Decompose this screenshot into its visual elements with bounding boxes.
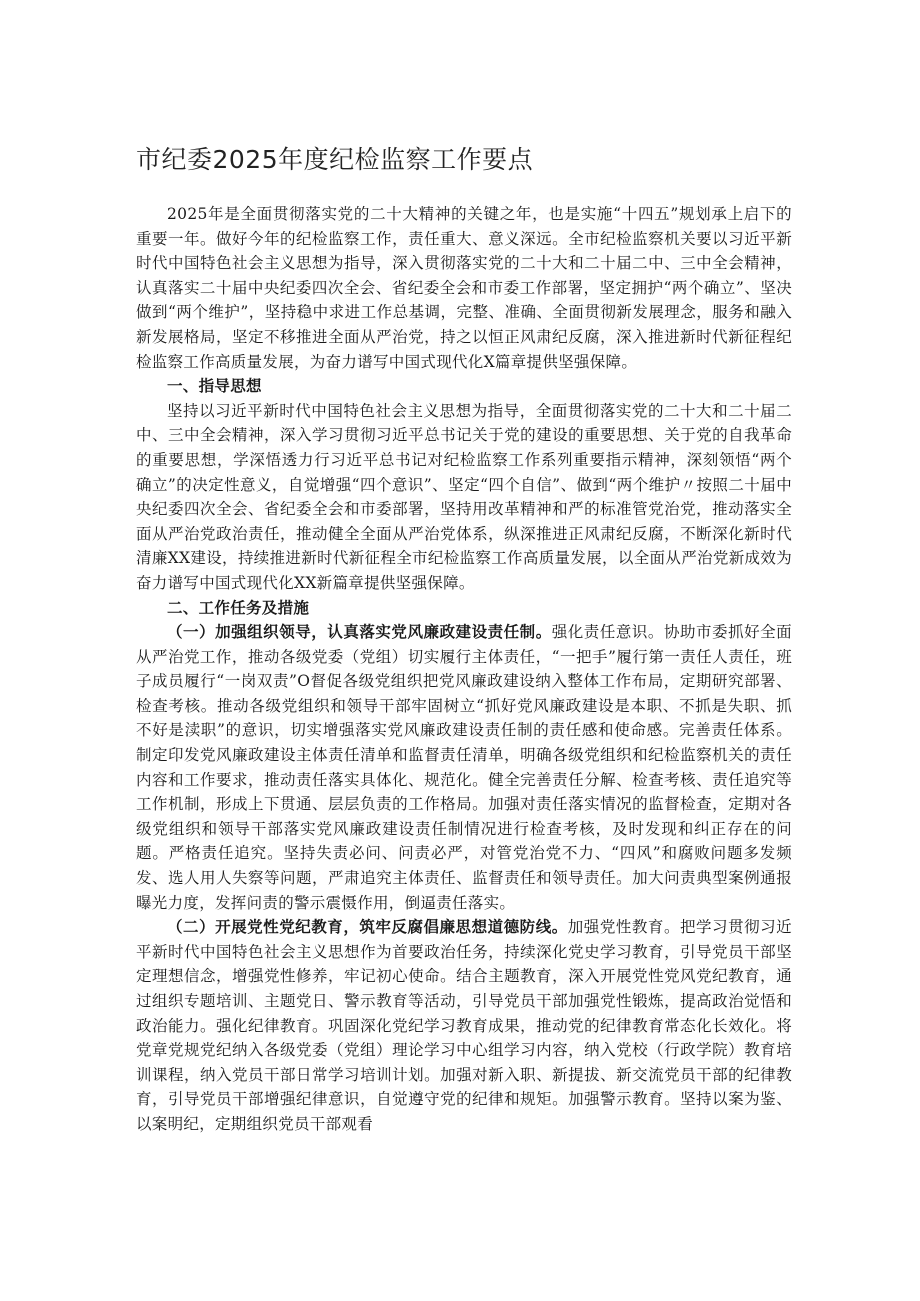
- section-1-body: 坚持以习近平新时代中国特色社会主义思想为指导，全面贯彻落实党的二十大和二十届二中、三中全会精神，深入学习贯彻习近平总书记关于党的建设的重要思想、关于党的自我革命的重要思想，学深悟透力行习近平总书记对纪检监察工作系列重要指示精神，深刻领悟“两个确立”的决定性意义，自觉增强“四个意识”、坚定“四个自信”、做到“两个维护〃按照二十届中央纪委四次全会、省纪委全会和市委部署，坚持用改革精神和严的标准管党治党，推动落实全面从严治党政治责任，推动健全全面从严治党体系，纵深推进正风肃纪反腐，不断深化新时代清廉XX建设，持续推进新时代新征程全市纪检监察工作高质量发展，以全面从严治党新成效为奋力谱写中国式现代化XX新篇章提供坚强保障。: [136, 401, 792, 592]
- item-1-body: 强化责任意识。协助市委抓好全面从严治党工作，推动各级党委（党组）切实履行主体责任，“一把手”履行第一责任人责任，班子成员履行“一岗双责”O督促各级党组织把党风廉政建设纳入整体工作布局，定期研究部署、检查考核。推动各级党组织和领导干部牢固树立“抓好党风廉政建设是本职、不抓是失职、抓不好是渎职”的意识，切实增强落实党风廉政建设责任制的责任感和使命感。完善责任体系。制定印发党风廉政建设主体责任清单和监督责任清单，明确各级党组织和纪检监察机关的责任内容和工作要求，推动责任落实具体化、规范化。健全完善责任分解、检查考核、责任追究等工作机制，形成上下贯通、层层负责的工作格局。加强对责任落实情况的监督检查，定期对各级党组织和领导干部落实党风廉政建设责任制情况进行检查考核，及时发现和纠正存在的问题。严格责任追究。坚持失责必问、问责必严，对管党治党不力、“四风”和腐败问题多发频发、选人用人失察等问题，严肃追究主体责任、监督责任和领导责任。加大问责典型案例通报曝光力度，发挥问责的警示震慑作用，倒逼责任落实。: [136, 623, 792, 912]
- item-2-body: 加强党性教育。把学习贯彻习近平新时代中国特色社会主义思想作为首要政治任务，持续深化党史学习教育，引导党员干部坚定理想信念，增强党性修养，牢记初心使命。结合主题教育，深入开展党性党风党纪教育，通过组织专题培训、主题党日、警示教育等活动，引导党员干部加强党性锻炼，提高政治觉悟和政治能力。强化纪律教育。巩固深化党纪学习教育成果，推动党的纪律教育常态化长效化。将党章党规党纪纳入各级党委（党组）理论学习中心组学习内容，纳入党校（行政学院）教育培训课程，纳入党员干部日常学习培训计划。加强对新入职、新提拔、新交流党员干部的纪律教育，引导党员干部增强纪律意识，自觉遵守党的纪律和规矩。加强警示教育。坚持以案为鉴、以案明纪，定期组织党员干部观看: [136, 918, 792, 1133]
- document-title: 市纪委2025年度纪检监察工作要点: [136, 145, 534, 174]
- item-1-heading: （一）加强组织领导，认真落实党风廉政建设责任制。: [167, 622, 552, 642]
- document-page: [136, 140, 792, 1137]
- item-2-paragraph: [136, 915, 792, 1136]
- intro-paragraph: 2025年是全面贯彻落实党的二十大精神的关键之年，也是实施“十四五”规划承上启下的重要一年。做好今年的纪检监察工作，责任重大、意义深远。全市纪检监察机关要以习近平新时代中国特色社会主义思想为指导，深入贯彻落实党的二十大和二十届二中、三中全会精神，认真落实二十届中央纪委四次全会、省纪委全会和市委工作部署，坚定拥护“两个确立”、坚决做到“两个维护”，坚持稳中求进工作总基调，完整、准确、全面贯彻新发展理念，服务和融入新发展格局，坚定不移推进全面从严治党，持之以恒正风肃纪反腐，深入推进新时代新征程纪检监察工作高质量发展，为奋力谱写中国式现代化X篇章提供坚强保障。: [136, 205, 792, 371]
- section-1-heading: 一、指导思想: [167, 376, 262, 396]
- item-1-paragraph: [136, 620, 792, 915]
- item-2-heading: （二）开展党性党纪教育，筑牢反腐倡廉思想道德防线。: [167, 917, 568, 937]
- section-2-heading: 二、工作任务及措施: [167, 597, 310, 617]
